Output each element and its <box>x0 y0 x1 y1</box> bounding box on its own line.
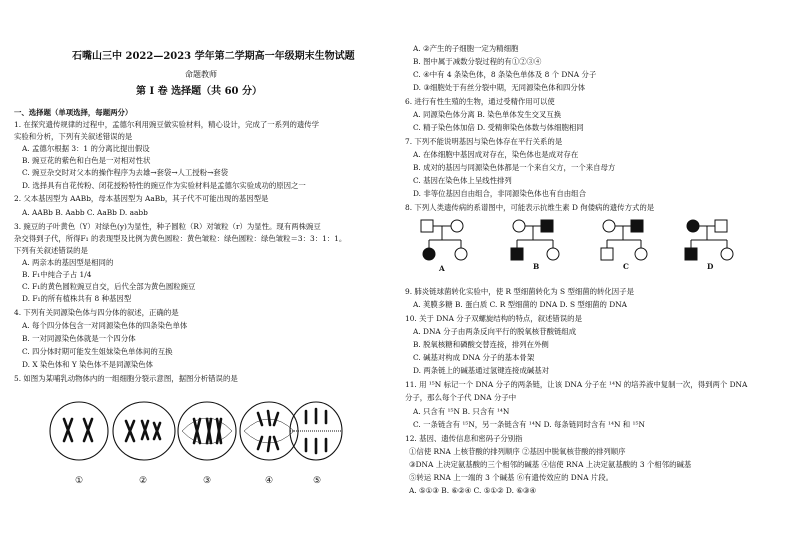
question-line: 实验和分析，下列有关叙述错误的是 <box>14 132 133 141</box>
question-line: 5. 如图为某哺乳动物体内的一组细胞分裂示意图，据图分析错误的是 <box>14 374 238 383</box>
question-line: 8. 下列人类遗传病的系谱图中，可能表示抗维生素 D 佝偻病的遗传方式的是 <box>405 203 655 212</box>
question-line: 12. 基因、遗传信息和密码子分别指 <box>405 434 523 443</box>
question-line: 10. 关于 DNA 分子双螺旋结构的特点，叙述错误的是 <box>405 314 582 323</box>
question-line: 1. 在探究遗传规律的过程中，孟德尔利用豌豆做实验材料，精心设计，完成了一系列的遗传学 <box>14 120 320 129</box>
question-line: 7. 下列不能说明基因与染色体存在平行关系的是 <box>405 137 563 146</box>
option-line: C. 四分体时期可能发生姐妹染色单体间的互换 <box>22 347 173 356</box>
option-line: ①信使 RNA 上核苷酸的排列顺序 ②基因中脱氧核苷酸的排列顺序 <box>409 447 626 456</box>
pedigree-label: B <box>533 262 540 271</box>
option-line: B. F₁中纯合子占 1/4 <box>22 270 92 279</box>
option-line: A. DNA 分子由两条反向平行的脱氧核苷酸链组成 <box>413 327 577 336</box>
option-line: B. 图中属于减数分裂过程的有①②③④ <box>413 57 542 66</box>
option-line: ③DNA 上决定氨基酸的三个相邻的碱基 ④信使 RNA 上决定氨基酸的 3 个相邻的碱基 <box>409 460 692 469</box>
cell-label: ⑤ <box>313 476 322 486</box>
pedigree-figure <box>417 212 787 274</box>
option-line: A. 两亲本的基因型是相同的 <box>22 258 114 267</box>
option-line: D. X 染色体和 Y 染色体不是同源染色体 <box>22 360 154 369</box>
option-line: A. 每个四分体包含一对同源染色体的四条染色单体 <box>22 321 188 330</box>
option-line: A. 同源染色体分离 B. 染色单体发生交叉互换 <box>413 110 562 119</box>
subsection-title: 一、选择题（单项选择，每题两分） <box>14 108 133 117</box>
option-line: D. 两条链上的碱基通过氢键连接成碱基对 <box>413 366 550 375</box>
option-line: C. 碱基对构成 DNA 分子的基本骨架 <box>413 353 535 362</box>
question-line: 分子，那么每个子代 DNA 分子中 <box>405 393 517 402</box>
option-line: B. 一对同源染色体就是一个四分体 <box>22 334 136 343</box>
pedigree-label: A <box>439 264 445 273</box>
option-line: D. 非等位基因自由组合，非同源染色体也有自由组合 <box>413 189 586 198</box>
question-line: 3. 豌豆的子叶黄色（Y）对绿色(y)为显性，种子圆粒（R）对皱粒（r）为显性。现有两株豌豆 <box>14 222 321 231</box>
pedigree-label: C <box>623 262 629 271</box>
exam-title: 石嘴山三中 2022—2023 学年第二学期高一年级期末生物试题 <box>72 51 355 62</box>
question-line: 11. 用 ¹⁵N 标记一个 DNA 分子的两条链，让该 DNA 分子在 ¹⁴N 的培养液中复制一次，得到两个 DNA <box>405 380 748 389</box>
cell-label: ④ <box>265 476 274 486</box>
option-line: C. F₁的黄色圆粒豌豆自交，后代全部为黄色圆粒豌豆 <box>22 282 196 291</box>
option-line: A. AABb B. Aabb C. AaBb D. aabb <box>22 208 148 217</box>
option-line: A. ②产生的子细胞一定为精细胞 <box>413 44 519 53</box>
option-line: D. ③细胞处于有丝分裂中期，无同源染色体和四分体 <box>413 83 586 92</box>
option-line: C. 精子染色体加倍 D. 受精卵染色体数与体细胞相同 <box>413 123 584 132</box>
option-line: D. F₁的所有植株共有 8 种基因型 <box>22 294 132 303</box>
cell-label: ③ <box>203 476 212 486</box>
option-line: C. 豌豆杂交时对父本的操作程序为去雄→套袋→人工授粉→套袋 <box>22 168 229 177</box>
option-line: ⑤转运 RNA 上一端的 3 个碱基 ⑥有遗传效应的 DNA 片段。 <box>409 473 614 482</box>
teacher-label: 命题教师 <box>185 70 217 79</box>
section-title: 第 I 卷 选择题（共 60 分） <box>136 86 263 97</box>
cell-label: ② <box>139 476 148 486</box>
option-line: B. 脱氧核糖和磷酸交替连接，排列在外侧 <box>413 340 549 349</box>
question-line: 2. 父本基因型为 AABb，母本基因型为 AaBb，其子代不可能出现的基因型是 <box>14 194 269 203</box>
option-line: A. 只含有 ¹⁵N B. 只含有 ¹⁴N <box>413 407 510 416</box>
option-line: A. ⑤①③ B. ⑥②④ C. ⑤①② D. ⑥③④ <box>409 486 537 495</box>
question-line: 4. 下列有关同源染色体与四分体的叙述，正确的是 <box>14 308 179 317</box>
option-line: C. 基因在染色体上呈线性排列 <box>413 176 512 185</box>
option-line: B. 豌豆花的紫色和白色是一对相对性状 <box>22 156 151 165</box>
option-line: A. 荚膜多糖 B. 蛋白质 C. R 型细菌的 DNA D. S 型细菌的 DNA <box>413 300 628 309</box>
pedigree-label: D <box>707 262 714 271</box>
option-line: A. 在体细胞中基因成对存在，染色体也是成对存在 <box>413 150 579 159</box>
option-line: A. 孟德尔根据 3：1 的分离比提出假设 <box>22 144 150 153</box>
cell-label: ① <box>75 476 84 486</box>
option-line: D. 选择具有自花传粉、闭花授粉特性的豌豆作为实验材料是孟德尔实验成功的原因之一 <box>22 181 306 190</box>
option-line: B. 成对的基因与同源染色体都是一个来自父方，一个来自母方 <box>413 163 616 172</box>
question-line: 下列有关叙述错误的是 <box>14 246 88 255</box>
question-line: 杂交得到子代，所得F₁ 的表现型及比例为黄色圆粒：黄色皱粒：绿色圆粒：绿色皱粒＝3：3：1：1。 <box>14 234 347 243</box>
question-line: 9. 肺炎链球菌转化实验中，使 R 型细菌转化为 S 型细菌的转化因子是 <box>405 287 634 296</box>
option-line: C. 一条链含有 ¹⁵N，另一条链含有 ¹⁴N D. 每条链同时含有 ¹⁴N 和 ¹⁵N <box>413 420 645 429</box>
question-line: 6. 进行有性生殖的生物，通过受精作用可以使 <box>405 97 555 106</box>
cell-division-figure <box>44 395 344 465</box>
option-line: C. ④中有 4 条染色体，8 条染色单体及 8 个 DNA 分子 <box>413 70 597 79</box>
